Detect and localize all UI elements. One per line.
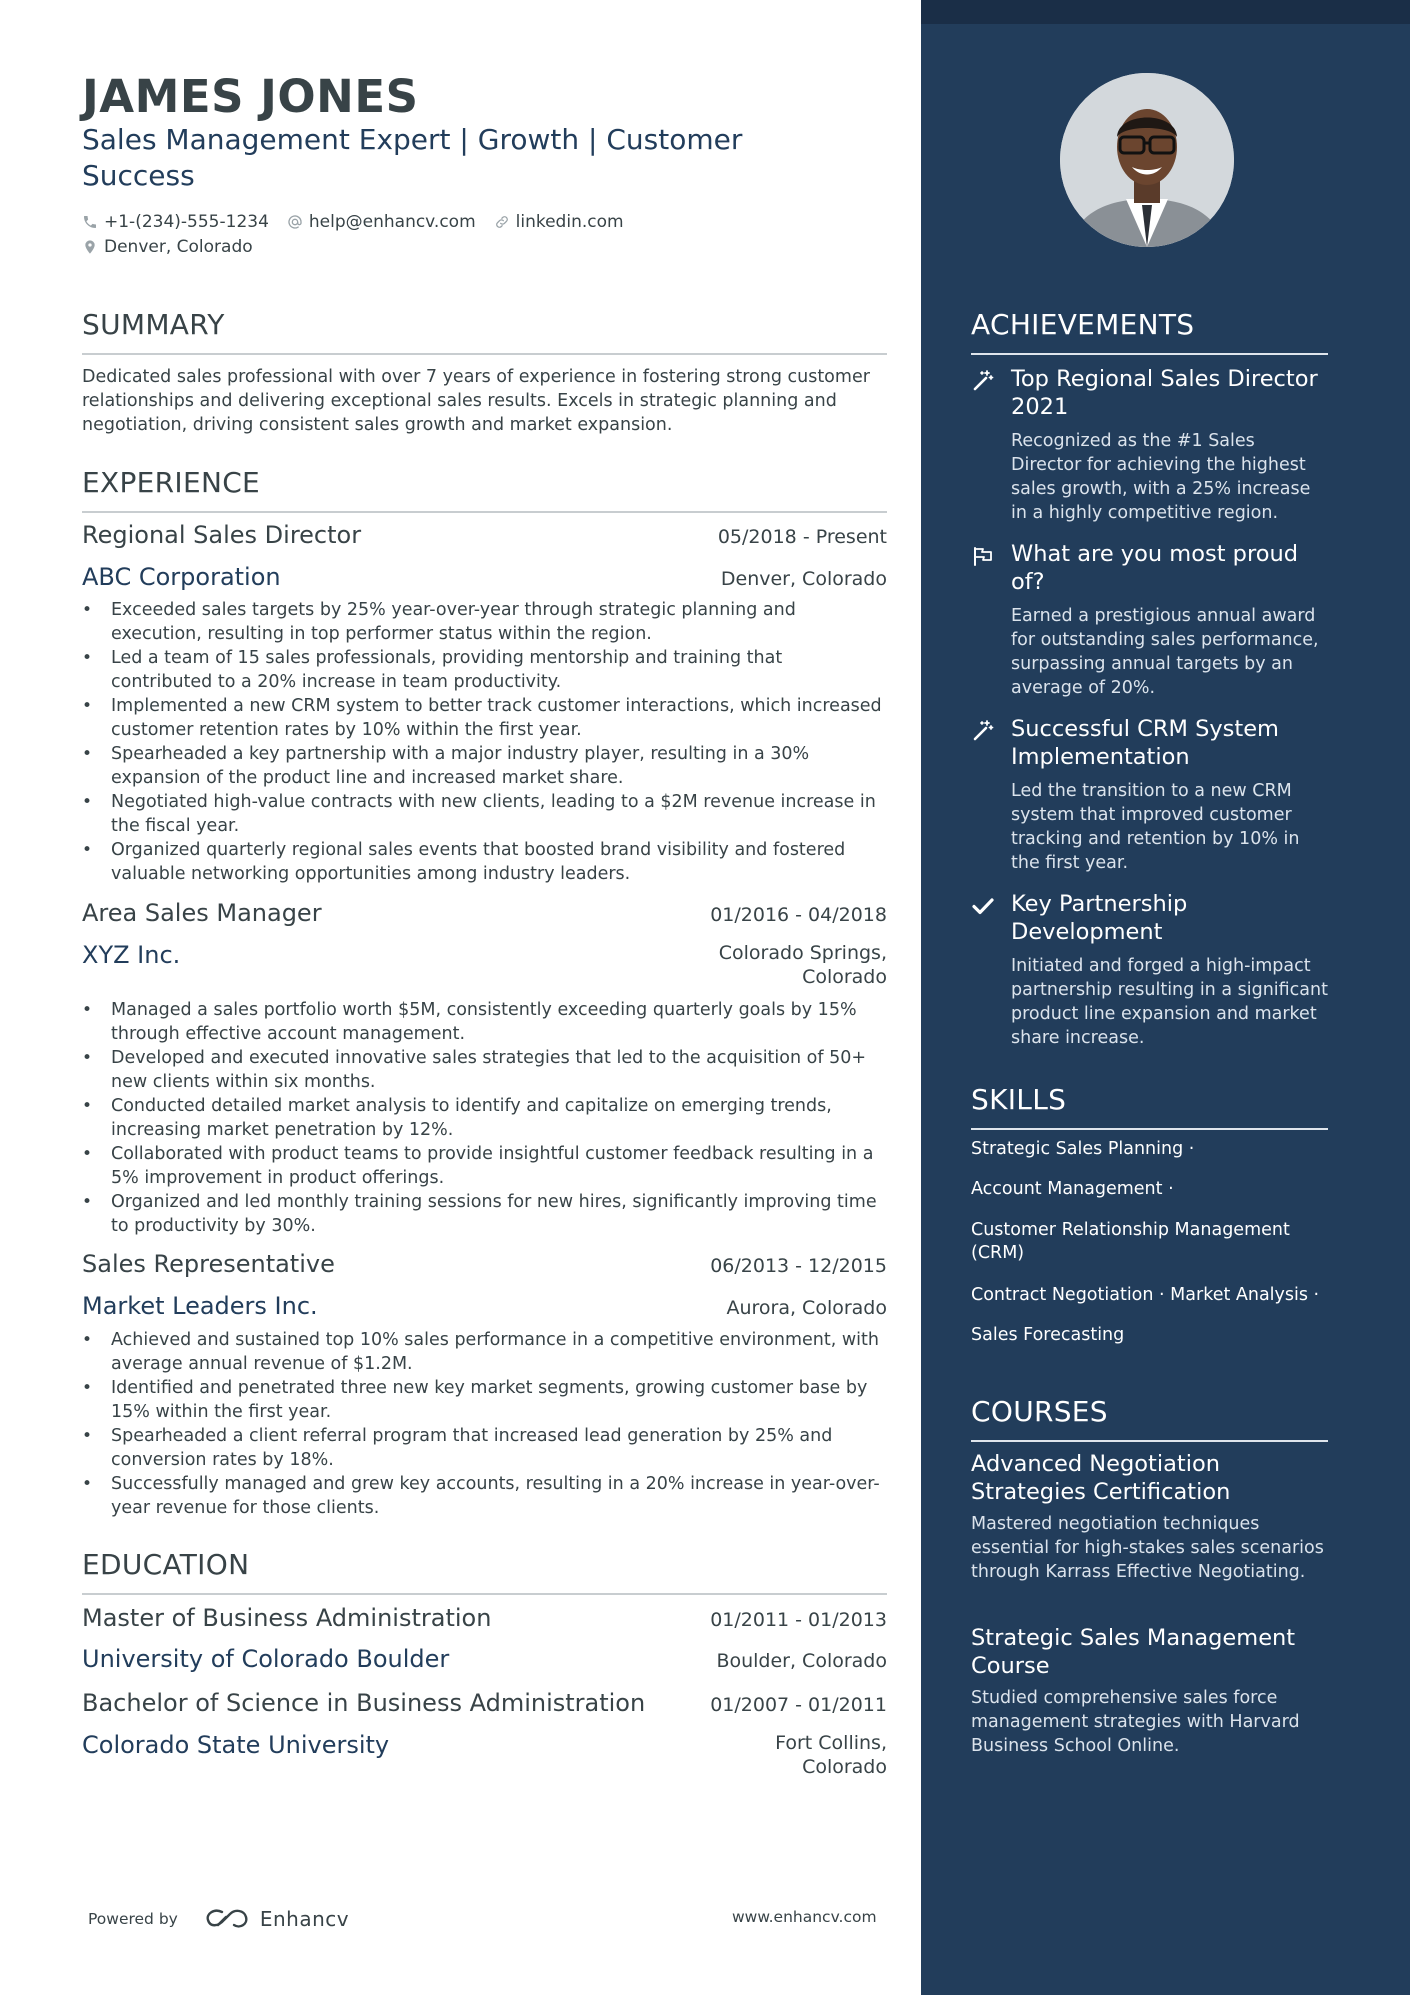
job-role: Sales Representative	[82, 1250, 335, 1278]
email-item[interactable]	[287, 212, 476, 232]
achievement-description: Initiated and forged a high-impact partnership resulting in a significant product line expansion and market share increase.	[1011, 956, 1328, 1048]
location-text: Denver, Colorado	[104, 237, 253, 257]
job-dates: 06/2013 - 12/2015	[710, 1255, 887, 1277]
job-location: Denver, Colorado	[720, 568, 887, 590]
achievement-title: What are you most proud of?	[1011, 541, 1299, 595]
education-school-row	[82, 1645, 887, 1673]
achievement-description: Recognized as the #1 Sales Director for achieving the highest sales growth, with a 25% increase in a highly competitive region.	[1011, 431, 1311, 523]
education-heading: EDUCATION	[82, 1548, 887, 1595]
list-item: • Exceeded sales targets by 25% year-over-year through strategic planning and execution, resulting in top performer status within the region.	[82, 598, 887, 646]
footer-url[interactable]: www.enhancv.com	[732, 1908, 877, 1926]
location-pin-icon	[82, 239, 98, 255]
achievement-description: Earned a prestigious annual award for outstanding sales performance, surpassing annual targets by an average of 20%.	[1011, 606, 1319, 698]
education-degree-row	[82, 1689, 887, 1717]
job-title-row	[82, 1250, 887, 1278]
list-item: • Identified and penetrated three new key market segments, growing customer base by 15% within the first year.	[82, 1376, 887, 1424]
list-item: • Achieved and sustained top 10% sales performance in a competitive environment, with average annual revenue of $1.2M.	[82, 1328, 887, 1376]
job-bullets	[82, 1328, 887, 1520]
powered-by	[88, 1906, 349, 1932]
job-role: Regional Sales Director	[82, 521, 362, 549]
courses-heading: COURSES	[971, 1395, 1328, 1442]
list-item: • Led a team of 15 sales professionals, providing mentorship and training that contributed to a 20% increase in team productivity.	[82, 646, 887, 694]
summary-heading: SUMMARY	[82, 308, 887, 355]
education-dates: 01/2007 - 01/2011	[710, 1694, 887, 1716]
list-item: • Conducted detailed market analysis to identify and capitalize on emerging trends, increasing market penetration by 12%.	[82, 1094, 887, 1142]
location-row	[82, 237, 271, 257]
school-name: Colorado State University	[82, 1731, 390, 1759]
list-item: • Implemented a new CRM system to better track customer interactions, which increased customer retention rates by 10% within the first year.	[82, 694, 887, 742]
course-title: Advanced Negotiation Strategies Certification	[971, 1451, 1231, 1505]
job-title-row	[82, 521, 887, 549]
course-item	[971, 1624, 1328, 1758]
list-item: • Developed and executed innovative sales strategies that led to the acquisition of 50+ new clients within six months.	[82, 1046, 887, 1094]
job-role: Area Sales Manager	[82, 899, 322, 927]
job-company: ABC Corporation	[82, 563, 281, 591]
job-location: Colorado Springs, Colorado	[718, 942, 887, 988]
flag-icon	[971, 544, 995, 568]
brand-name: Enhancv	[259, 1907, 350, 1931]
job-company-row	[82, 941, 887, 989]
list-item: • Successfully managed and grew key accounts, resulting in a 20% increase in year-over-year revenue for those clients.	[82, 1472, 887, 1520]
email-link[interactable]: help@enhancv.com	[308, 212, 476, 232]
education-dates: 01/2011 - 01/2013	[710, 1609, 887, 1631]
achievement-item	[971, 890, 1328, 1050]
course-title: Strategic Sales Management Course	[971, 1625, 1296, 1679]
job-dates: 05/2018 - Present	[717, 526, 887, 548]
achievements-heading: ACHIEVEMENTS	[971, 308, 1328, 355]
skills-heading: SKILLS	[971, 1083, 1328, 1130]
profile-photo	[1060, 73, 1234, 247]
achievement-title: Successful CRM System Implementation	[1011, 716, 1279, 770]
job-dates: 01/2016 - 04/2018	[710, 904, 887, 926]
course-item	[971, 1450, 1328, 1584]
course-description: Studied comprehensive sales force management strategies with Harvard Business School Online.	[971, 1688, 1300, 1756]
website-item[interactable]	[494, 212, 624, 232]
candidate-name: JAMES JONES	[82, 70, 419, 123]
skill-line: Customer Relationship Management (CRM)	[971, 1220, 1290, 1263]
list-item: • Managed a sales portfolio worth $5M, consistently exceeding quarterly goals by 15% through effective account management.	[82, 998, 887, 1046]
list-item: • Negotiated high-value contracts with new clients, leading to a $2M revenue increase in the fiscal year.	[82, 790, 887, 838]
job-bullets	[82, 598, 887, 886]
school-name: University of Colorado Boulder	[82, 1645, 450, 1673]
link-icon	[494, 214, 510, 230]
checkmark-icon	[971, 894, 995, 918]
achievement-item	[971, 365, 1328, 525]
job-bullets	[82, 998, 887, 1238]
avatar-illustration	[1060, 73, 1234, 247]
achievement-title: Top Regional Sales Director 2021	[1011, 366, 1318, 420]
contact-row	[82, 212, 642, 232]
phone-icon	[82, 214, 98, 230]
achievement-description: Led the transition to a new CRM system that improved customer tracking and retention by 10% in the first year.	[1011, 781, 1300, 873]
achievement-title: Key Partnership Development	[1011, 891, 1188, 945]
website-link[interactable]: linkedin.com	[515, 212, 624, 232]
school-location: Fort Collins, Colorado	[775, 1732, 887, 1778]
job-location: Aurora, Colorado	[726, 1297, 887, 1319]
skill-line: Account Management ·	[971, 1179, 1174, 1199]
list-item: • Spearheaded a client referral program that increased lead generation by 25% and conversion rates by 18%.	[82, 1424, 887, 1472]
job-company-row	[82, 1292, 887, 1320]
list-item: • Organized quarterly regional sales events that boosted brand visibility and fostered valuable networking opportunities among industry leaders.	[82, 838, 887, 886]
achievement-item	[971, 540, 1328, 700]
magic-wand-icon	[971, 719, 995, 743]
skill-line: Sales Forecasting	[971, 1325, 1125, 1345]
job-company: XYZ Inc.	[82, 941, 181, 969]
powered-by-label: Powered by	[88, 1910, 178, 1928]
experience-heading: EXPERIENCE	[82, 466, 887, 513]
list-item: • Organized and led monthly training sessions for new hires, significantly improving time to productivity by 30%.	[82, 1190, 887, 1238]
sidebar-top-bar	[921, 0, 1410, 24]
at-icon	[287, 214, 303, 230]
skill-line: Contract Negotiation · Market Analysis ·	[971, 1285, 1320, 1305]
school-location: Boulder, Colorado	[716, 1650, 887, 1672]
degree-name: Bachelor of Science in Business Administration	[82, 1689, 646, 1717]
list-item: • Collaborated with product teams to provide insightful customer feedback resulting in a 5% improvement in product offerings.	[82, 1142, 887, 1190]
sidebar	[921, 0, 1410, 1995]
course-description: Mastered negotiation techniques essential for high-stakes sales scenarios through Karrass Effective Negotiating.	[971, 1514, 1324, 1582]
phone-text: +1-(234)-555-1234	[104, 212, 269, 232]
achievement-item	[971, 715, 1328, 875]
phone-item	[82, 212, 269, 232]
headline: Sales Management Expert | Growth | Customer Success	[82, 123, 743, 192]
degree-name: Master of Business Administration	[82, 1604, 492, 1632]
list-item: • Spearheaded a key partnership with a major industry player, resulting in a 30% expansion of the product line and increased market share.	[82, 742, 887, 790]
enhancv-logo-icon	[204, 1906, 252, 1932]
magic-wand-icon	[971, 369, 995, 393]
location-item	[82, 237, 253, 257]
job-title-row	[82, 899, 887, 927]
summary-text: Dedicated sales professional with over 7 years of experience in fostering strong customer relationships and delivering exceptional sales results. Excels in strategic planning and negotiation, driving consistent sales growth and market expansion.	[82, 367, 870, 435]
job-company: Market Leaders Inc.	[82, 1292, 318, 1320]
skill-line: Strategic Sales Planning ·	[971, 1139, 1195, 1159]
education-degree-row	[82, 1604, 887, 1632]
job-company-row	[82, 563, 887, 591]
education-school-row	[82, 1731, 887, 1779]
